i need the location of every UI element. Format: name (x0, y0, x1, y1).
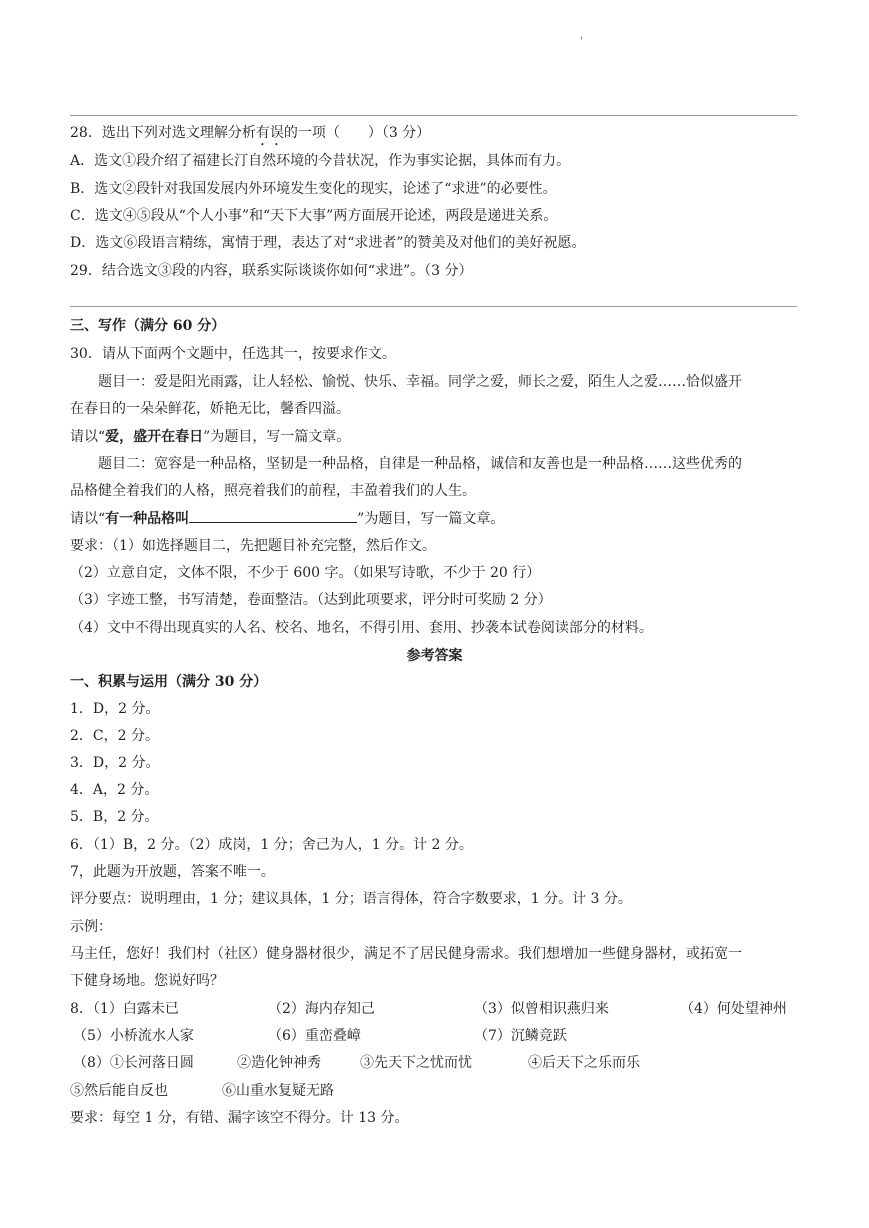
answer-8-item-8a: （8）①长河落日圆 (73, 1055, 194, 1071)
question-29: 29．结合选文③段的内容，联系实际谈谈你如何“求进”。（3 分） (70, 263, 473, 279)
writing-section-heading: 三、写作（满分 60 分） (70, 318, 226, 334)
topic2-req-pre: 请以“ (70, 511, 106, 527)
answer-8-item-8e: ⑤然后能自反也 (70, 1083, 168, 1099)
q28-option-d: D．选文⑥段语言精练，寓情于理，表达了对“求进者”的赞美及对他们的美好祝愿。 (70, 235, 586, 251)
q28-option-b: B．选文②段针对我国发展内外环境发生变化的现实，论述了“求进”的必要性。 (70, 181, 557, 197)
q28-stem-emphasis: 有误 (255, 125, 284, 141)
writing-requirement-4: （4）文中不得出现真实的人名、校名、地名，不得引用、套用、抄袭本试卷阅读部分的材料。 (70, 620, 653, 636)
answers-section1-heading: 一、积累与运用（满分 30 分） (70, 674, 268, 690)
answer-7: 7，此题为开放题，答案不唯一。 (70, 864, 275, 880)
answer-7-scoring: 评分要点：说明理由，1 分；建议具体，1 分；语言得体，符合字数要求，1 分。计 3 分。 (70, 891, 632, 907)
answer-8-item-8d: ④后天下之乐而乐 (528, 1055, 640, 1071)
answer-7-example-line1: 马主任，您好！我们村（社区）健身器材很少，满足不了居民健身需求。我们想增加一些健身器材，或拓宽一 (70, 946, 742, 962)
answer-1: 1．D，2 分。 (70, 701, 160, 717)
answer-8-item-3: （3）似曾相识燕归来 (474, 1001, 609, 1017)
topic2-title: 有一种品格叫 (105, 511, 190, 527)
answer-8-item-8c: ③先天下之忧而忧 (360, 1055, 472, 1071)
topic2-req-post: ”为题目，写一篇文章。 (357, 511, 505, 527)
answers-title: 参考答案 (406, 648, 463, 664)
title-blank-line (189, 509, 357, 523)
answer-8-item-8b: ②造化钟神秀 (237, 1055, 321, 1071)
answer-6: 6．（1）B，2 分。（2）成岗，1 分；舍己为人，1 分。计 2 分。 (70, 837, 473, 853)
answer-7-example-line2: 下健身场地。您说好吗？ (70, 973, 224, 989)
answer-8-item-8f: ⑥山重水复疑无路 (222, 1083, 334, 1099)
topic1-requirement (70, 428, 350, 446)
answer-8-item-5: （5）小桥流水人家 (73, 1028, 194, 1044)
question-30: 30．请从下面两个文题中，任选其一，按要求作文。 (70, 346, 396, 362)
answer-2: 2．C，2 分。 (70, 728, 159, 744)
answer-8-item-1: 8．（1）白露未已 (70, 1001, 179, 1017)
topic2-requirement (70, 509, 504, 528)
question-28-stem (70, 124, 430, 149)
writing-requirement-3: （3）字迹工整，书写清楚，卷面整洁。（达到此项要求，评分时可奖励 2 分） (70, 592, 552, 608)
divider-middle (70, 306, 797, 307)
topic1-text-line2: 在春日的一朵朵鲜花，娇艳无比，馨香四溢。 (70, 401, 350, 417)
answer-8-item-4: （4）何处望神州 (680, 1001, 787, 1017)
header-mark: ' (580, 36, 583, 47)
answer-3: 3．D，2 分。 (70, 755, 160, 771)
answer-5: 5．B，2 分。 (70, 809, 159, 825)
writing-requirement-2: （2）立意自定，文体不限，不少于 600 字。（如果写诗歌，不少于 20 行） (70, 565, 541, 581)
divider-top (70, 115, 797, 116)
answer-4: 4．A，2 分。 (70, 782, 159, 798)
answer-8-item-7: （7）沉鳞竞跃 (474, 1028, 567, 1044)
topic2-text-line1: 题目二：宽容是一种品格，坚韧是一种品格，自律是一种品格，诚信和友善也是一种品格……这些优秀的 (98, 456, 742, 472)
topic1-req-post: ”为题目，写一篇文章。 (203, 429, 351, 445)
q28-option-c: C．选文④⑤段从“个人小事”和“天下大事”两方面展开论述，两段是递进关系。 (70, 208, 558, 224)
answer-7-example-label: 示例： (70, 919, 112, 935)
q28-stem-post: 的一项（ ）（3 分） (283, 125, 431, 141)
q28-stem-pre: 28．选出下列对选文理解分析 (70, 125, 256, 141)
q28-option-a: A．选文①段介绍了福建长汀自然环境的今昔状况，作为事实论据，具体而有力。 (70, 153, 571, 169)
topic1-title: 爱，盛开在春日 (105, 429, 204, 445)
answer-8-requirement: 要求：每空 1 分，有错、漏字该空不得分。计 13 分。 (70, 1110, 409, 1126)
topic2-text-line2: 品格健全着我们的人格，照亮着我们的前程，丰盈着我们的人生。 (70, 483, 476, 499)
answer-8-item-6: （6）重峦叠嶂 (268, 1028, 361, 1044)
answer-8-item-2: （2）海内存知己 (268, 1001, 375, 1017)
topic1-req-pre: 请以“ (70, 429, 106, 445)
writing-requirement-1: 要求：（1）如选择题目二，先把题目补充完整，然后作文。 (70, 538, 436, 554)
topic1-text-line1: 题目一：爱是阳光雨露，让人轻松、愉悦、快乐、幸福。同学之爱，师长之爱，陌生人之爱……恰似盛开 (98, 374, 742, 390)
